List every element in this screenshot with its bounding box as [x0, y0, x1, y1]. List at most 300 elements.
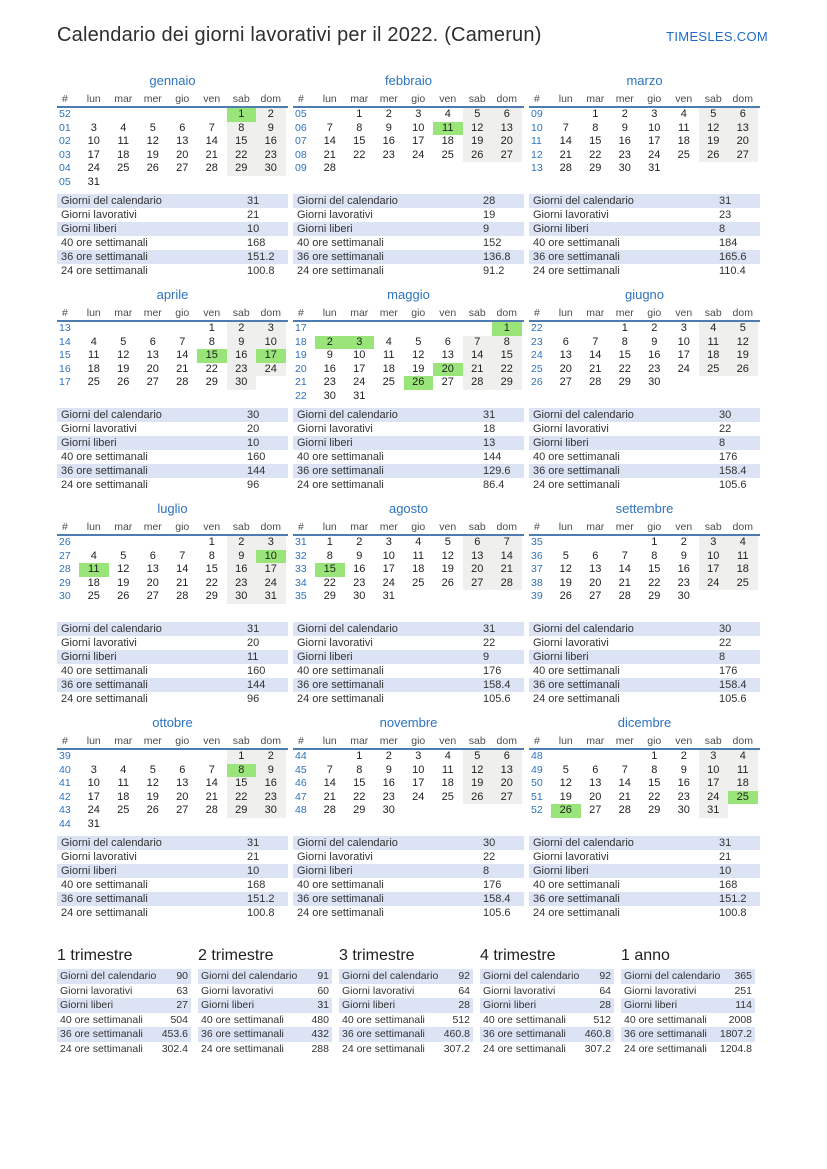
- month-stats-table: [57, 622, 288, 706]
- stats-label: 40 ore settimanali: [624, 1013, 707, 1026]
- stats-label: Giorni liberi: [483, 999, 537, 1012]
- day-cell: 17: [412, 777, 425, 789]
- stats-label: Giorni del calendario: [61, 195, 162, 207]
- day-cell: 11: [383, 349, 395, 361]
- month-calendar: [57, 521, 288, 620]
- day-cell: 13: [146, 563, 159, 575]
- stats-label: Giorni liberi: [61, 223, 117, 235]
- weekday-label: gio: [411, 93, 426, 105]
- day-cell: 6: [463, 536, 493, 550]
- week-number: 52: [59, 108, 71, 120]
- day-cell: 17: [699, 563, 729, 577]
- month-stats-table: [529, 836, 760, 920]
- day-cell: [728, 590, 758, 604]
- day-cell: 18: [728, 777, 758, 791]
- day-cell: 30: [256, 162, 286, 176]
- weekday-label: mer: [615, 735, 634, 747]
- day-cell: 19: [146, 148, 159, 161]
- day-cell: 20: [492, 135, 522, 149]
- stats-value: 114: [735, 999, 752, 1012]
- day-cell: 9: [621, 121, 628, 134]
- stats-label: 36 ore settimanali: [61, 465, 148, 477]
- day-cell: 17: [87, 790, 100, 803]
- weekday-label: lun: [558, 93, 573, 105]
- day-cell: [168, 108, 198, 122]
- day-cell: 19: [117, 576, 130, 589]
- stats-value: 460.8: [584, 1028, 611, 1041]
- stats-label: Giorni lavorativi: [297, 423, 373, 435]
- day-cell: 12: [699, 122, 729, 136]
- day-cell: 5: [562, 763, 569, 776]
- stats-label: Giorni del calendario: [297, 623, 398, 635]
- week-row: [57, 590, 288, 604]
- day-cell: 14: [205, 777, 218, 789]
- day-cell: 3: [256, 322, 286, 336]
- day-cell: 27: [559, 376, 572, 388]
- week-row: [57, 818, 288, 832]
- day-cell: 6: [149, 335, 156, 348]
- day-cell: 2: [227, 322, 257, 336]
- day-cell: 30: [648, 376, 661, 388]
- weekday-label: mer: [379, 735, 398, 747]
- day-cell: 8: [621, 335, 628, 348]
- stats-value: 64: [599, 984, 611, 997]
- stats-value: 22: [719, 637, 732, 649]
- day-cell: 1: [651, 750, 658, 762]
- day-cell: 22: [492, 363, 522, 377]
- day-cell: 4: [415, 536, 422, 548]
- summary-row: [57, 1042, 191, 1057]
- weekday-label: gio: [175, 93, 190, 105]
- day-cell: 24: [412, 148, 425, 161]
- stats-value: 307.2: [584, 1042, 611, 1055]
- site-link[interactable]: TIMESLES.COM: [666, 29, 768, 44]
- stats-row: [57, 678, 288, 692]
- day-cell: 16: [382, 777, 395, 789]
- stats-value: 28: [458, 999, 470, 1012]
- day-cell: 19: [412, 362, 425, 375]
- summary-row: [198, 1042, 332, 1057]
- day-cell: 10: [382, 549, 395, 562]
- weekday-label: mer: [379, 307, 398, 319]
- day-cell-holiday: 8: [227, 764, 257, 778]
- day-cell: [374, 322, 404, 336]
- week-number: 10: [531, 121, 543, 134]
- weekday-label: #: [62, 307, 68, 319]
- summary-row: [198, 984, 332, 999]
- day-cell: 18: [87, 576, 100, 589]
- day-cell: 2: [385, 108, 392, 120]
- weekday-label: ven: [203, 307, 221, 319]
- stats-label: 40 ore settimanali: [297, 879, 384, 891]
- day-cell: 17: [648, 135, 661, 147]
- stats-label: Giorni liberi: [342, 999, 396, 1012]
- stats-label: 36 ore settimanali: [201, 1028, 284, 1041]
- day-cell: [492, 804, 522, 818]
- month-title: aprile: [156, 287, 189, 302]
- summary-row: [621, 1042, 755, 1057]
- stats-value: 151.2: [247, 251, 275, 263]
- weekday-header-row: [529, 735, 760, 750]
- day-cell: [433, 322, 463, 336]
- summary-stats-table: [621, 969, 755, 1056]
- day-cell: 7: [208, 763, 215, 776]
- day-cell: 26: [441, 576, 454, 589]
- day-cell: [433, 590, 463, 604]
- week-number: 18: [295, 335, 307, 348]
- week-row: [529, 149, 760, 163]
- week-row: [529, 577, 760, 591]
- day-cell: 13: [441, 349, 454, 361]
- week-number: 23: [531, 335, 543, 348]
- day-cell: 16: [618, 135, 631, 147]
- week-number: 22: [295, 389, 307, 402]
- week-number: 49: [531, 763, 543, 776]
- stats-row: [57, 878, 288, 892]
- day-cell: 27: [728, 149, 758, 163]
- stats-value: 110.4: [719, 265, 746, 277]
- stats-value: 31: [483, 623, 496, 635]
- day-cell: 21: [589, 362, 602, 375]
- stats-row: [529, 450, 760, 464]
- month-stats-table: [57, 836, 288, 920]
- week-number: 51: [531, 790, 543, 803]
- week-row: [293, 764, 524, 778]
- day-cell: 6: [492, 108, 522, 122]
- stats-value: 151.2: [719, 893, 747, 905]
- stats-row: [529, 878, 760, 892]
- month-calendar: [57, 93, 288, 192]
- stats-value: 105.6: [719, 693, 747, 705]
- weekday-label: ven: [203, 93, 221, 105]
- week-row: [57, 363, 288, 377]
- day-cell: [256, 376, 286, 390]
- weekday-label: mar: [114, 93, 133, 105]
- day-cell: [699, 376, 729, 390]
- day-cell: 21: [463, 363, 493, 377]
- day-cell: [404, 162, 434, 176]
- weekday-label: lun: [558, 735, 573, 747]
- day-cell: 27: [492, 149, 522, 163]
- week-number: 14: [59, 335, 71, 348]
- stats-label: Giorni lavorativi: [342, 984, 415, 997]
- day-cell: 4: [444, 108, 451, 120]
- day-cell: 5: [415, 335, 422, 348]
- summary-row: [57, 984, 191, 999]
- month-block: [529, 287, 760, 501]
- weekday-header-row: [293, 93, 524, 108]
- stats-row: [57, 250, 288, 264]
- stats-value: 512: [452, 1013, 470, 1026]
- month-calendar: [529, 307, 760, 406]
- day-cell: 18: [441, 135, 454, 147]
- stats-row: [529, 622, 760, 636]
- stats-row: [529, 250, 760, 264]
- stats-value: 31: [247, 623, 260, 635]
- week-row: [293, 162, 524, 176]
- week-row: [57, 791, 288, 805]
- weekday-label: dom: [260, 93, 281, 105]
- day-cell: 4: [90, 335, 97, 348]
- week-row: [293, 536, 524, 550]
- day-cell: 24: [87, 804, 100, 816]
- stats-value: 31: [719, 195, 732, 207]
- stats-value: 9: [483, 223, 490, 235]
- day-cell: 18: [441, 777, 454, 789]
- day-cell: 2: [356, 536, 363, 548]
- day-cell: 21: [205, 148, 218, 161]
- weekday-label: mer: [143, 735, 162, 747]
- day-cell: 16: [353, 563, 366, 575]
- day-cell: 4: [699, 322, 729, 336]
- summary-row: [57, 1013, 191, 1028]
- stats-value: 1807.2: [719, 1028, 752, 1041]
- summary-row: [480, 998, 614, 1013]
- stats-value: 92: [458, 970, 470, 983]
- day-cell: 12: [412, 349, 425, 361]
- stats-label: 36 ore settimanali: [61, 893, 148, 905]
- day-cell: 27: [492, 791, 522, 805]
- weekday-label: dom: [732, 93, 753, 105]
- day-cell-holiday: 26: [551, 804, 581, 818]
- weekday-label: mer: [143, 307, 162, 319]
- stats-row: [293, 906, 524, 920]
- summary-row: [480, 1042, 614, 1057]
- stats-label: 40 ore settimanali: [61, 879, 148, 891]
- stats-value: 158.4: [719, 465, 747, 477]
- day-cell: [109, 818, 139, 832]
- weekday-label: mer: [615, 521, 634, 533]
- day-cell: 4: [728, 536, 758, 550]
- month-title: settembre: [615, 501, 674, 516]
- weekday-label: mar: [350, 93, 369, 105]
- day-cell: [728, 804, 758, 818]
- day-cell: [404, 590, 434, 604]
- stats-label: 36 ore settimanali: [533, 465, 620, 477]
- day-cell: 6: [179, 763, 186, 776]
- weekday-label: dom: [260, 307, 281, 319]
- day-cell: 19: [559, 790, 572, 803]
- day-cell: 22: [227, 791, 257, 805]
- day-cell: 6: [562, 335, 569, 348]
- day-cell: [463, 804, 493, 818]
- week-number: 30: [59, 590, 71, 602]
- day-cell: 15: [353, 135, 366, 147]
- summary-row: [339, 984, 473, 999]
- day-cell: 13: [146, 349, 159, 361]
- stats-label: Giorni lavorativi: [61, 851, 137, 863]
- day-cell: 20: [559, 362, 572, 375]
- stats-row: [293, 194, 524, 208]
- weekday-label: ven: [675, 93, 693, 105]
- day-cell: 24: [87, 162, 100, 174]
- month-title: ottobre: [152, 715, 193, 730]
- week-row: [529, 363, 760, 377]
- stats-value: 20: [247, 637, 260, 649]
- day-cell: 27: [463, 577, 493, 591]
- week-row: [529, 764, 760, 778]
- week-row: [57, 162, 288, 176]
- day-cell: 28: [176, 376, 189, 388]
- day-cell: [109, 176, 139, 190]
- stats-row: [293, 850, 524, 864]
- stats-label: Giorni lavorativi: [533, 851, 609, 863]
- stats-value: 176: [483, 879, 502, 891]
- stats-label: 40 ore settimanali: [61, 665, 148, 677]
- summary-row: [621, 969, 755, 984]
- day-cell: 5: [149, 121, 156, 134]
- day-cell: 8: [592, 121, 599, 134]
- stats-label: 36 ore settimanali: [483, 1028, 566, 1041]
- month-calendar: [529, 93, 760, 192]
- stats-value: 105.6: [483, 693, 511, 705]
- weekday-label: gio: [647, 735, 662, 747]
- stats-label: Giorni liberi: [533, 651, 589, 663]
- week-row: [57, 577, 288, 591]
- stats-label: 24 ore settimanali: [483, 1042, 566, 1055]
- day-cell: 28: [559, 162, 572, 174]
- week-row: [293, 563, 524, 577]
- day-cell: 7: [621, 549, 628, 562]
- day-cell: 7: [592, 335, 599, 348]
- stats-value: 19: [483, 209, 496, 221]
- weekday-label: #: [298, 521, 304, 533]
- day-cell: 25: [441, 148, 454, 161]
- day-cell: 1: [356, 108, 363, 120]
- stats-value: 96: [247, 479, 260, 491]
- weekday-label: #: [534, 93, 540, 105]
- months-grid: [57, 73, 827, 929]
- day-cell: [79, 108, 109, 122]
- week-number: 12: [531, 148, 543, 161]
- stats-value: 30: [719, 409, 732, 421]
- week-row: [293, 390, 524, 404]
- day-cell: [610, 536, 640, 550]
- stats-label: Giorni liberi: [297, 223, 353, 235]
- stats-row: [293, 692, 524, 706]
- week-number: 15: [59, 349, 71, 361]
- day-cell: 30: [677, 590, 690, 602]
- day-cell: [551, 750, 581, 764]
- day-cell: 6: [592, 549, 599, 562]
- stats-value: 302.4: [161, 1042, 188, 1055]
- week-row: [529, 376, 760, 390]
- day-cell: 29: [618, 376, 631, 388]
- stats-label: 24 ore settimanali: [533, 907, 620, 919]
- weekday-label: ven: [439, 93, 457, 105]
- day-cell-holiday: 11: [79, 563, 109, 577]
- day-cell: 21: [618, 790, 631, 803]
- month-calendar: [57, 307, 288, 406]
- month-block: [57, 501, 288, 715]
- day-cell: 8: [651, 763, 658, 776]
- stats-label: Giorni liberi: [60, 999, 114, 1012]
- stats-row: [57, 422, 288, 436]
- day-cell: 30: [227, 376, 257, 390]
- day-cell: [374, 390, 404, 404]
- stats-value: 31: [719, 837, 732, 849]
- weekday-label: ven: [675, 735, 693, 747]
- day-cell: 25: [117, 162, 130, 174]
- stats-value: 512: [593, 1013, 611, 1026]
- day-cell: 23: [227, 577, 257, 591]
- weekday-label: ven: [203, 735, 221, 747]
- week-number: 40: [59, 763, 71, 776]
- day-cell: 12: [441, 549, 454, 562]
- stats-label: Giorni liberi: [61, 651, 117, 663]
- day-cell: 23: [256, 791, 286, 805]
- stats-row: [529, 236, 760, 250]
- stats-label: 24 ore settimanali: [61, 479, 148, 491]
- stats-value: 168: [247, 879, 266, 891]
- stats-label: Giorni del calendario: [60, 970, 157, 983]
- day-cell: 16: [256, 135, 286, 149]
- day-cell: [109, 536, 139, 550]
- weekday-label: dom: [732, 735, 753, 747]
- stats-value: 8: [719, 223, 726, 235]
- summary-stats-table: [57, 969, 191, 1056]
- stats-row: [293, 664, 524, 678]
- weekday-label: gio: [647, 307, 662, 319]
- stats-value: 144: [247, 465, 266, 477]
- day-cell: 15: [227, 135, 257, 149]
- stats-value: 9: [483, 651, 490, 663]
- day-cell: 8: [208, 335, 215, 348]
- stats-row: [529, 864, 760, 878]
- stats-label: Giorni del calendario: [297, 409, 398, 421]
- page-header: [0, 0, 827, 47]
- stats-row: [57, 850, 288, 864]
- stats-label: Giorni lavorativi: [61, 209, 137, 221]
- day-cell: 5: [120, 335, 127, 348]
- stats-value: 460.8: [443, 1028, 470, 1041]
- stats-value: 2008: [728, 1013, 752, 1026]
- day-cell: [79, 322, 109, 336]
- stats-label: 24 ore settimanali: [342, 1042, 425, 1055]
- day-cell: [168, 750, 198, 764]
- stats-value: 31: [317, 999, 329, 1012]
- day-cell: 22: [227, 149, 257, 163]
- weekday-label: dom: [732, 307, 753, 319]
- stats-value: 91: [317, 970, 329, 983]
- stats-label: Giorni lavorativi: [297, 209, 373, 221]
- month-stats-table: [529, 408, 760, 492]
- weekday-label: lun: [86, 307, 101, 319]
- week-row: [293, 122, 524, 136]
- day-cell: 28: [618, 590, 631, 602]
- week-row: [529, 108, 760, 122]
- day-cell: 15: [353, 777, 366, 789]
- stats-row: [57, 864, 288, 878]
- day-cell: 18: [412, 563, 425, 575]
- week-number: 48: [295, 804, 307, 816]
- stats-value: 8: [719, 651, 726, 663]
- stats-row: [529, 436, 760, 450]
- day-cell-holiday: 20: [433, 363, 463, 377]
- stats-value: 11: [247, 651, 259, 663]
- day-cell: 26: [559, 590, 572, 602]
- weekday-label: gio: [411, 307, 426, 319]
- day-cell: [404, 390, 434, 404]
- stats-label: 24 ore settimanali: [533, 693, 620, 705]
- weekday-label: sab: [704, 521, 722, 533]
- day-cell: 9: [651, 335, 658, 348]
- day-cell: 10: [87, 777, 100, 789]
- day-cell: [669, 162, 699, 176]
- summary-block: [198, 947, 332, 1056]
- stats-value: 21: [247, 209, 260, 221]
- day-cell: 8: [356, 121, 363, 134]
